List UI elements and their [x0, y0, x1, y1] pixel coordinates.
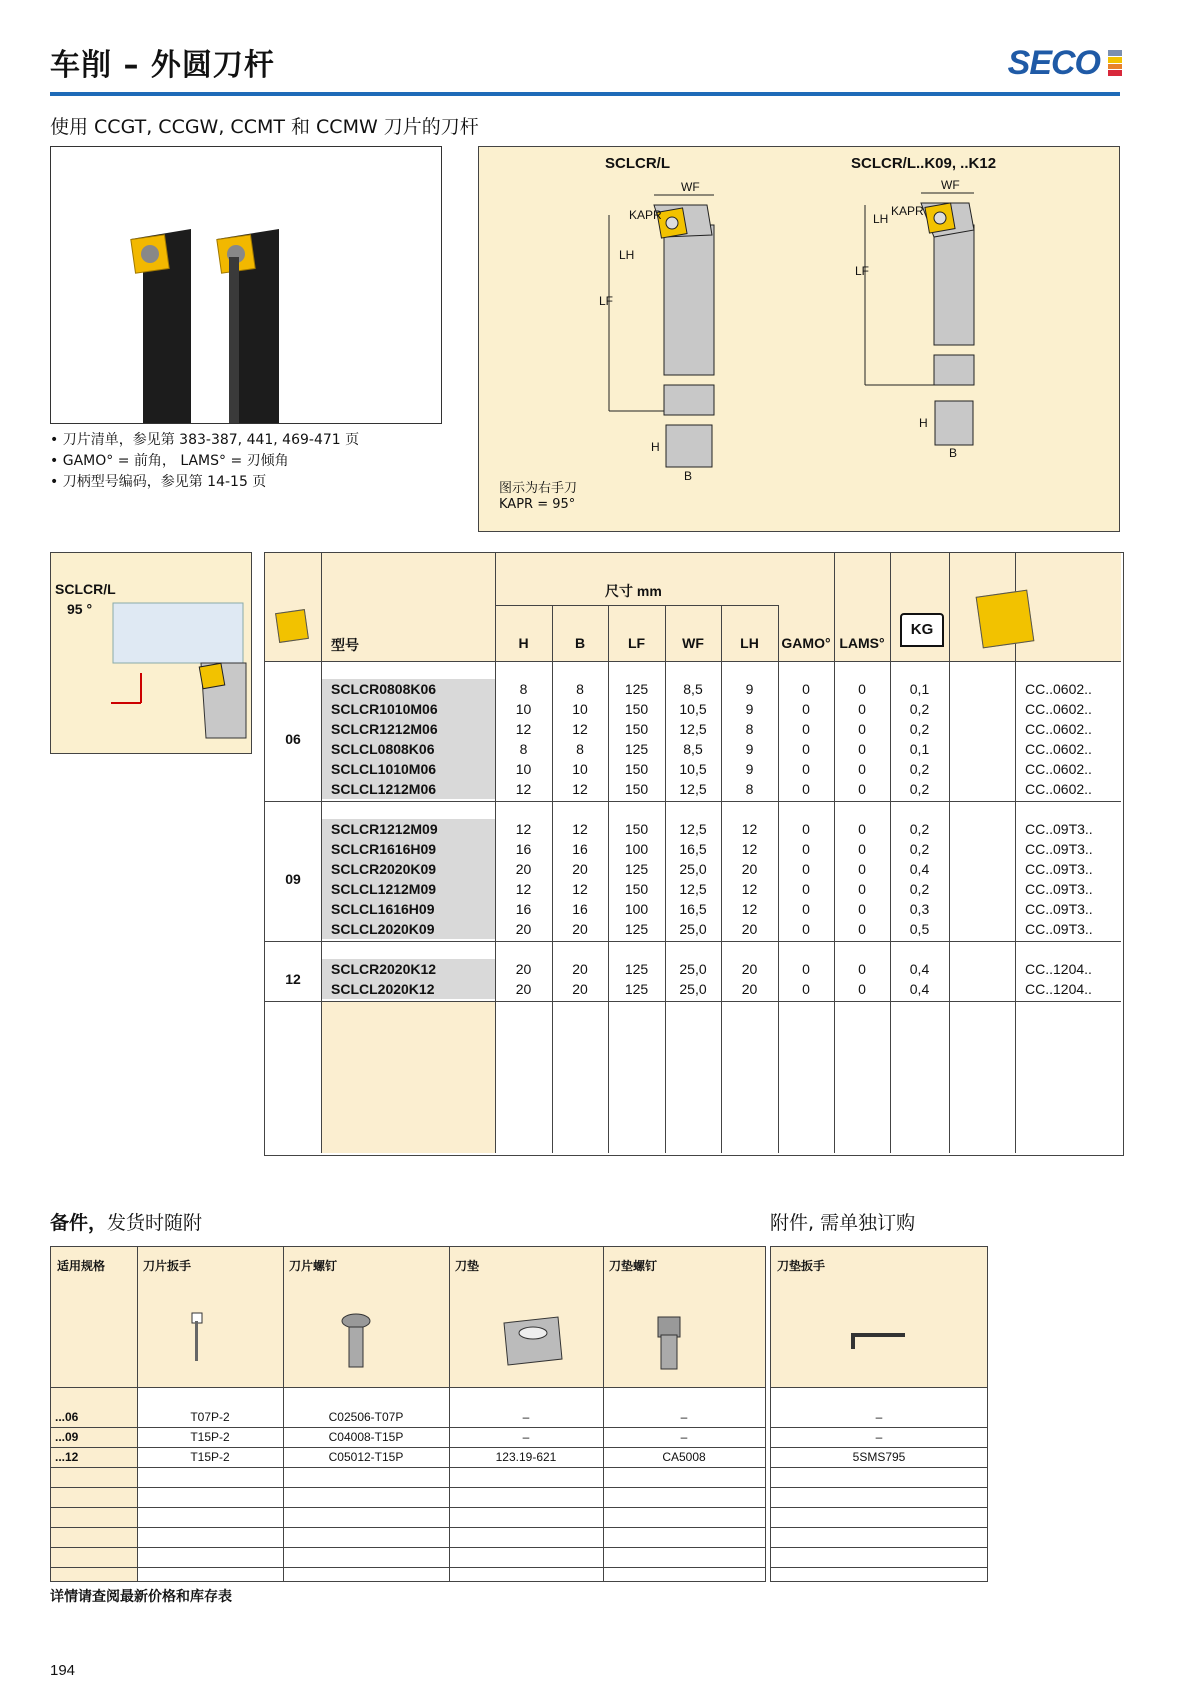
accessories-cell: –: [875, 1410, 883, 1424]
insert-icon: [976, 590, 1035, 649]
value-cell: 0: [858, 761, 866, 777]
value-cell: 8: [576, 681, 584, 697]
accessories-title: 附件, 需单独订购: [770, 1212, 916, 1234]
value-cell: 0: [858, 921, 866, 937]
label-lh-right: LH: [873, 212, 889, 226]
page-number: 194: [50, 1662, 76, 1679]
note-item: • GAMO° = 前角， LAMS° = 刃倾角: [50, 451, 359, 472]
spares-header: 刀片扳手: [143, 1259, 192, 1273]
spares-title: 备件，发货时随附: [50, 1212, 203, 1234]
insert-cell: CC..09T3..: [1025, 821, 1093, 837]
value-cell: 20: [741, 981, 758, 997]
diagram-caption-left: SCLCR/L: [605, 155, 670, 172]
col-header: GAMO°: [781, 635, 831, 651]
model-cell: SCLCL1010M06: [331, 761, 437, 777]
value-cell: 0: [858, 701, 866, 717]
value-cell: 12: [515, 821, 532, 837]
value-cell: 12: [572, 721, 588, 737]
value-cell: 150: [624, 701, 649, 717]
value-cell: 9: [745, 741, 754, 757]
value-cell: 20: [515, 961, 532, 977]
insert-cell: CC..0602..: [1025, 741, 1092, 757]
spares-size-cell: ...06: [55, 1410, 79, 1424]
value-cell: 12: [515, 721, 532, 737]
value-cell: 12,5: [679, 721, 707, 737]
hex-key-icon: [849, 1329, 909, 1358]
value-cell: 16,5: [679, 841, 707, 857]
value-cell: 12,5: [679, 881, 707, 897]
insert-cell: CC..0602..: [1025, 681, 1092, 697]
value-cell: 20: [515, 981, 532, 997]
value-cell: 0: [802, 881, 810, 897]
value-cell: 0: [802, 981, 810, 997]
label-lf-right: LF: [855, 264, 870, 278]
col-header: B: [574, 635, 586, 651]
spares-cell: T15P-2: [190, 1450, 230, 1464]
value-cell: 0,1: [909, 681, 930, 697]
accessories-table: [770, 1246, 988, 1582]
value-cell: 0,1: [909, 741, 930, 757]
col-header: LAMS°: [839, 635, 885, 651]
value-cell: 16: [572, 841, 588, 857]
value-cell: 8: [519, 741, 528, 757]
value-cell: 12,5: [679, 781, 707, 797]
value-cell: 0,4: [909, 961, 930, 977]
product-photo: [50, 146, 442, 424]
value-cell: 20: [515, 861, 532, 877]
value-cell: 12: [741, 841, 758, 857]
value-cell: 25,0: [679, 861, 707, 877]
value-cell: 20: [572, 921, 588, 937]
value-cell: 0: [858, 901, 866, 917]
spares-size-cell: ...12: [55, 1450, 79, 1464]
col-header: LF: [627, 635, 646, 651]
value-cell: 0: [802, 701, 810, 717]
value-cell: 20: [572, 961, 588, 977]
model-cell: SCLCR2020K09: [331, 861, 437, 877]
value-cell: 100: [624, 841, 649, 857]
insert-screw-icon: [336, 1313, 376, 1378]
value-cell: 25,0: [679, 961, 707, 977]
value-cell: 125: [624, 861, 649, 877]
model-header: 型号: [331, 637, 359, 653]
model-cell: SCLCR2020K12: [331, 961, 437, 977]
value-cell: 8: [519, 681, 528, 697]
col-header: H: [518, 635, 529, 651]
label-wf-left: WF: [681, 180, 700, 194]
value-cell: 125: [624, 981, 649, 997]
value-cell: 20: [741, 861, 758, 877]
model-cell: SCLCL2020K12: [331, 981, 435, 997]
value-cell: 10: [572, 701, 588, 717]
table-header: [265, 553, 1121, 662]
value-cell: 150: [624, 761, 649, 777]
value-cell: 0: [802, 921, 810, 937]
value-cell: 125: [624, 921, 649, 937]
insert-cell: CC..1204..: [1025, 981, 1092, 997]
value-cell: 0: [802, 761, 810, 777]
value-cell: 125: [624, 961, 649, 977]
col-header: LH: [740, 635, 759, 651]
value-cell: 0: [802, 861, 810, 877]
value-cell: 0: [858, 861, 866, 877]
value-cell: 8,5: [683, 741, 703, 757]
value-cell: 8: [576, 741, 584, 757]
value-cell: 20: [572, 981, 588, 997]
dim-group-header: 尺寸 mm: [605, 583, 662, 599]
value-cell: 125: [624, 681, 649, 697]
value-cell: 8: [745, 781, 754, 797]
dimension-drawing: [479, 175, 1119, 483]
label-lf-left: LF: [599, 294, 614, 308]
subtitle: 使用 CCGT, CCGW, CCMT 和 CCMW 刀片的刀杆: [50, 116, 479, 138]
spares-cell: –: [680, 1430, 688, 1444]
value-cell: 16: [515, 841, 532, 857]
value-cell: 9: [745, 701, 754, 717]
insert-size-icon: [275, 609, 309, 643]
model-cell: SCLCL0808K06: [331, 741, 435, 757]
value-cell: 10: [572, 761, 588, 777]
seco-logo: SECO: [1007, 44, 1100, 82]
label-h-left: H: [651, 440, 660, 454]
model-cell: SCLCR1212M06: [331, 721, 438, 737]
shim-icon: [496, 1313, 566, 1378]
insert-cell: CC..09T3..: [1025, 921, 1093, 937]
value-cell: 16,5: [679, 901, 707, 917]
value-cell: 0: [858, 741, 866, 757]
insert-cell: CC..09T3..: [1025, 861, 1093, 877]
spares-header: 刀垫螺钉: [609, 1259, 658, 1273]
model-cell: SCLCR1212M09: [331, 821, 438, 837]
value-cell: 0: [858, 841, 866, 857]
holder-table: [264, 552, 1124, 1156]
insert-wrench-icon: [180, 1313, 210, 1368]
spares-header: 刀片螺钉: [289, 1259, 338, 1273]
insert-cell: CC..0602..: [1025, 721, 1092, 737]
model-cell: SCLCR1010M06: [331, 701, 438, 717]
value-cell: 0: [802, 681, 810, 697]
value-cell: 0: [802, 821, 810, 837]
insert-cell: CC..09T3..: [1025, 901, 1093, 917]
value-cell: 0,2: [909, 721, 930, 737]
value-cell: 12: [741, 821, 758, 837]
dimension-diagram: [478, 146, 1120, 532]
diagram-caption-right: SCLCR/L..K09, ..K12: [851, 155, 997, 172]
value-cell: 9: [745, 761, 754, 777]
value-cell: 0: [802, 841, 810, 857]
insert-cell: CC..09T3..: [1025, 881, 1093, 897]
value-cell: 12,5: [679, 821, 707, 837]
approach-label: SCLCR/L: [55, 581, 116, 597]
spares-cell: –: [522, 1430, 530, 1444]
value-cell: 0,4: [909, 981, 930, 997]
model-cell: SCLCL1616H09: [331, 901, 435, 917]
value-cell: 0,2: [909, 781, 930, 797]
spares-cell: T15P-2: [190, 1430, 230, 1444]
insert-cell: CC..0602..: [1025, 701, 1092, 717]
approach-drawing: [51, 553, 251, 753]
model-cell: SCLCL1212M06: [331, 781, 437, 797]
spares-cell: –: [522, 1410, 530, 1424]
label-kapr-right: KAPR: [891, 204, 924, 218]
value-cell: 0: [858, 681, 866, 697]
value-cell: 20: [741, 961, 758, 977]
value-cell: 12: [572, 881, 588, 897]
label-h-right: H: [919, 416, 928, 430]
value-cell: 0,3: [909, 901, 930, 917]
size-cell: 09: [285, 871, 301, 887]
notes-list: [50, 430, 359, 493]
value-cell: 0: [802, 721, 810, 737]
value-cell: 25,0: [679, 921, 707, 937]
model-cell: SCLCL2020K09: [331, 921, 435, 937]
model-cell: SCLCR0808K06: [331, 681, 437, 697]
value-cell: 10,5: [679, 761, 707, 777]
spares-cell: C05012-T15P: [328, 1450, 404, 1464]
value-cell: 125: [624, 741, 649, 757]
value-cell: 12: [741, 901, 758, 917]
spares-header: 刀垫: [455, 1259, 480, 1273]
spares-header: 适用规格: [57, 1259, 106, 1273]
value-cell: 150: [624, 821, 649, 837]
accessories-cell: –: [875, 1430, 883, 1444]
value-cell: 25,0: [679, 981, 707, 997]
value-cell: 16: [572, 901, 588, 917]
logo-color-blocks: [1108, 50, 1122, 76]
value-cell: 0,4: [909, 861, 930, 877]
label-b-left: B: [684, 469, 693, 483]
insert-cell: CC..09T3..: [1025, 841, 1093, 857]
accessories-cell: 5SMS795: [852, 1450, 906, 1464]
value-cell: 9: [745, 681, 754, 697]
value-cell: 0: [802, 781, 810, 797]
value-cell: 20: [515, 921, 532, 937]
value-cell: 10,5: [679, 701, 707, 717]
value-cell: 0,2: [909, 761, 930, 777]
insert-cell: CC..0602..: [1025, 781, 1092, 797]
value-cell: 0,5: [909, 921, 930, 937]
diagram-note-kapr: KAPR = 95°: [499, 497, 576, 512]
spares-cell: –: [680, 1410, 688, 1424]
value-cell: 0,2: [909, 701, 930, 717]
value-cell: 0: [858, 721, 866, 737]
value-cell: 12: [515, 881, 532, 897]
value-cell: 8,5: [683, 681, 703, 697]
value-cell: 8: [745, 721, 754, 737]
toolholder-image: [51, 147, 441, 423]
value-cell: 20: [741, 921, 758, 937]
value-cell: 12: [741, 881, 758, 897]
value-cell: 0,2: [909, 821, 930, 837]
label-wf-right: WF: [941, 178, 960, 192]
size-cell: 12: [285, 971, 301, 987]
value-cell: 150: [624, 721, 649, 737]
value-cell: 0: [858, 781, 866, 797]
spares-cell: CA5008: [662, 1450, 706, 1464]
value-cell: 0: [802, 901, 810, 917]
header-rule: [50, 92, 1120, 96]
weight-icon: KG: [900, 613, 944, 647]
value-cell: 0,2: [909, 841, 930, 857]
label-b-right: B: [949, 446, 958, 460]
value-cell: 12: [572, 821, 588, 837]
value-cell: 16: [515, 901, 532, 917]
col-header: WF: [682, 635, 704, 651]
size-cell: 06: [285, 731, 301, 747]
note-item: • 刀片清单，参见第 383-387, 441, 469-471 页: [50, 430, 359, 451]
note-item: • 刀柄型号编码，参见第 14-15 页: [50, 472, 359, 493]
value-cell: 12: [572, 781, 588, 797]
spares-cell: 123.19-621: [495, 1450, 557, 1464]
model-cell: SCLCR1616H09: [331, 841, 437, 857]
page-title: 车削 – 外圆刀杆: [50, 48, 275, 83]
label-lh-left: LH: [619, 248, 635, 262]
footer-note: 详情请查阅最新价格和库存表: [50, 1589, 232, 1605]
value-cell: 12: [515, 781, 532, 797]
spares-cell: T07P-2: [190, 1410, 230, 1424]
value-cell: 0: [858, 821, 866, 837]
diagram-note-hand: 图示为右手刀: [499, 481, 578, 496]
insert-cell: CC..0602..: [1025, 761, 1092, 777]
value-cell: 10: [515, 761, 532, 777]
value-cell: 150: [624, 781, 649, 797]
approach-angle-box: [50, 552, 252, 754]
value-cell: 0: [858, 961, 866, 977]
spares-cell: C04008-T15P: [328, 1430, 404, 1444]
label-kapr-left: KAPR: [629, 208, 662, 222]
accessories-header: 刀垫扳手: [777, 1259, 826, 1273]
value-cell: 0: [802, 961, 810, 977]
value-cell: 150: [624, 881, 649, 897]
spares-cell: C02506-T07P: [328, 1410, 404, 1424]
value-cell: 0: [858, 981, 866, 997]
approach-angle: 95 °: [67, 601, 93, 617]
value-cell: 0,2: [909, 881, 930, 897]
value-cell: 0: [858, 881, 866, 897]
spares-table: [50, 1246, 766, 1582]
value-cell: 10: [515, 701, 532, 717]
value-cell: 20: [572, 861, 588, 877]
insert-cell: CC..1204..: [1025, 961, 1092, 977]
model-cell: SCLCL1212M09: [331, 881, 437, 897]
spares-size-cell: ...09: [55, 1430, 79, 1444]
value-cell: 100: [624, 901, 649, 917]
value-cell: 0: [802, 741, 810, 757]
shim-screw-icon: [654, 1313, 684, 1378]
